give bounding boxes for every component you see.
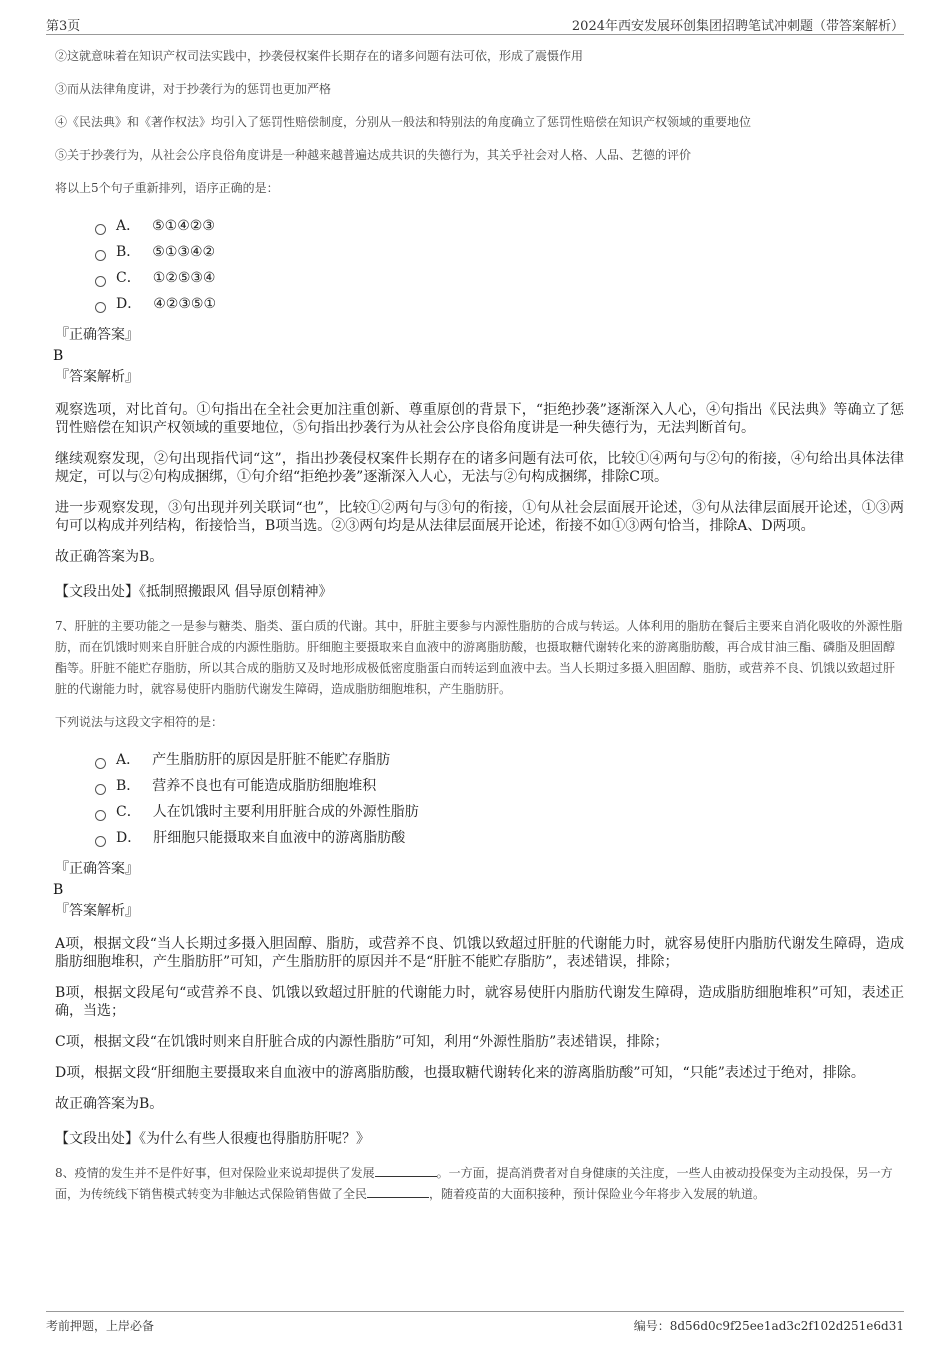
- q7-option-b[interactable]: [95, 773, 904, 799]
- document-id: 编号：8d56d0c9f25ee1ad3c2f102d251e6d31: [633, 1319, 904, 1333]
- q6-option-d[interactable]: [95, 291, 904, 317]
- q7-analysis-paragraph: C项，根据文段“在饥饿时则来自肝脏合成的内源性脂肪”可知，利用“外源性脂肪”表述错误，排除；: [55, 1034, 669, 1050]
- q6-sentence-3: ③而从法律角度讲，对于抄袭行为的惩罚也更加严格: [55, 82, 332, 96]
- page-footer: [46, 1311, 904, 1336]
- option-letter: B．: [116, 244, 141, 260]
- option-letter: A．: [116, 218, 141, 234]
- q7-analysis-paragraph: B项，根据文段尾句“或营养不良、饥饿以致超过肝脏的代谢能力时，就容易使肝内脂肪代谢发生障碍，造成脂肪细胞堆积”可知，表述正确，当选；: [55, 985, 904, 1019]
- radio-button[interactable]: [95, 250, 106, 261]
- q6-option-a[interactable]: [95, 213, 904, 239]
- option-text: 营养不良也有可能造成脂肪细胞堆积: [152, 778, 377, 794]
- radio-button[interactable]: [95, 224, 106, 235]
- footer-slogan: 考前押题，上岸必备: [46, 1319, 155, 1333]
- q8-blank-2[interactable]: [367, 1187, 429, 1198]
- option-letter: C．: [116, 804, 141, 820]
- radio-button[interactable]: [95, 276, 106, 287]
- q6-sentence-4: ④《民法典》和《著作权法》均引入了惩罚性赔偿制度，分别从一般法和特别法的角度确立了惩罚性赔偿在知识产权领域的重要地位: [55, 115, 752, 129]
- option-letter: D．: [116, 830, 142, 846]
- q7-analysis-paragraph: D项，根据文段“肝细胞主要摄取来自血液中的游离脂肪酸，也摄取糖代谢转化来的游离脂肪酸”可知，“只能”表述过于绝对，排除。: [55, 1065, 865, 1081]
- option-text: 肝细胞只能摄取来自血液中的游离脂肪酸: [153, 830, 406, 846]
- q7-option-d[interactable]: [95, 825, 904, 851]
- option-letter: A．: [116, 752, 141, 768]
- q7-options: [95, 747, 904, 851]
- q6-analysis-label: 『答案解析』: [55, 369, 139, 385]
- q6-sentence-2: ②这就意味着在知识产权司法实践中，抄袭侵权案件长期存在的诸多问题有法可依，形成了震慑作用: [55, 49, 584, 63]
- q6-option-b[interactable]: [95, 239, 904, 265]
- page-header: [46, 12, 904, 35]
- option-text: ④②③⑤①: [153, 296, 216, 312]
- option-text: 产生脂肪肝的原因是肝脏不能贮存脂肪: [152, 752, 391, 768]
- q8-blank-1[interactable]: [375, 1166, 437, 1177]
- radio-button[interactable]: [95, 758, 106, 769]
- document-title: 2024年西安发展环创集团招聘笔试冲刺题（带答案解析）: [571, 19, 904, 34]
- q6-options: [95, 213, 904, 317]
- q6-analysis-paragraph: 观察选项，对比首句。①句指出在全社会更加注重创新、尊重原创的背景下，“拒绝抄袭”逐渐深入人心，④句指出《民法典》等确立了惩罚性赔偿在知识产权领域的重要地位，⑤句指出抄袭行为从社会公序良俗角度讲是一种失德行为，无法判断首句。: [55, 402, 904, 436]
- option-letter: C．: [116, 270, 141, 286]
- q8-stem-part-1: 8、疫情的发生并不是件好事，但对保险业来说却提供了发展: [55, 1166, 375, 1180]
- option-letter: D．: [116, 296, 142, 312]
- q6-answer: B: [53, 348, 64, 364]
- q8-stem-part-3: ，随着疫苗的大面积接种，预计保险业今年将步入发展的轨道。: [429, 1187, 766, 1201]
- option-text: ⑤①③④②: [152, 244, 216, 260]
- option-text: 人在饥饿时主要利用肝脏合成的外源性脂肪: [152, 804, 419, 820]
- radio-button[interactable]: [95, 784, 106, 795]
- option-text: ⑤①④②③: [152, 218, 215, 234]
- q7-option-c[interactable]: [95, 799, 904, 825]
- option-letter: B．: [116, 778, 141, 794]
- radio-button[interactable]: [95, 810, 106, 821]
- q7-stem: 7、肝脏的主要功能之一是参与糖类、脂类、蛋白质的代谢。其中，肝脏主要参与内源性脂肪的合成与转运。人体利用的脂肪在餐后主要来自消化吸收的外源性脂肪，而在饥饿时则来自肝脏合成的内源性脂肪。肝细胞主要摄取来自血液中的游离脂肪酸，也摄取糖代谢转化来的游离脂肪酸，再合成甘油三酯、磷脂及胆固醇酯等。肝脏不能贮存脂肪，所以其合成的脂肪又及时地形成极低密度脂蛋白而转运到血液中去。当人长期过多摄入胆固醇、脂肪，或营养不良、饥饿以致超过肝脏的代谢能力时，就容易使肝内脂肪代谢发生障碍，造成脂肪细胞堆积，产生脂肪肝。: [55, 619, 903, 696]
- q7-prompt: 下列说法与这段文字相符的是：: [55, 715, 224, 729]
- q7-source: 【文段出处】《为什么有些人很瘦也得脂肪肝呢？》: [55, 1131, 370, 1147]
- q6-analysis-paragraph: 进一步观察发现，③句出现并列关联词“也”，比较①②两句与③句的衔接，①句从社会层面展开论述，③句从法律层面展开论述，①③两句可以构成并列结构，衔接恰当，B项当选。②③两句均是从法律层面展开论述，衔接不如①③两句恰当，排除A、D两项。: [55, 500, 904, 534]
- q7-option-a[interactable]: [95, 747, 904, 773]
- page-content: [55, 46, 904, 1217]
- option-text: ①②⑤③④: [152, 270, 216, 286]
- q6-analysis-paragraph: 继续观察发现，②句出现指代词“这”，指出抄袭侵权案件长期存在的诸多问题有法可依，比较①④两句与②句的衔接，④句给出具体法律规定，可以与②句构成捆绑，①句介绍“拒绝抄袭”逐渐深入人心，无法与②句构成捆绑，排除C项。: [55, 451, 904, 485]
- q7-analysis-label: 『答案解析』: [55, 903, 139, 919]
- radio-button[interactable]: [95, 836, 106, 847]
- q7-analysis-conclusion: 故正确答案为B。: [55, 1096, 164, 1112]
- q8-stem-part-2: 。一方面，提高消费者对自身健康的关注度，一些人由被动投保变为主动投保，另一方面，为传统线下销售模式转变为非触达式保险销售做了全民: [55, 1166, 893, 1201]
- q6-analysis-conclusion: 故正确答案为B。: [55, 549, 164, 565]
- q7-analysis-paragraph: A项，根据文段“当人长期过多摄入胆固醇、脂肪，或营养不良、饥饿以致超过肝脏的代谢能力时，就容易使肝内脂肪代谢发生障碍，造成脂肪细胞堆积，产生脂肪肝”可知，产生脂肪肝的原因并不是“肝脏不能贮存脂肪”，表述错误，排除；: [55, 936, 904, 970]
- q6-source: 【文段出处】《抵制照搬跟风 倡导原创精神》: [55, 584, 333, 600]
- q6-prompt: 将以上5个句子重新排列，语序正确的是：: [55, 181, 279, 195]
- q6-option-c[interactable]: [95, 265, 904, 291]
- radio-button[interactable]: [95, 302, 106, 313]
- q7-answer-label: 『正确答案』: [55, 861, 139, 877]
- q7-answer: B: [53, 882, 64, 898]
- q8-stem: [55, 1163, 904, 1205]
- q6-answer-label: 『正确答案』: [55, 327, 139, 343]
- page-number: 第3页: [46, 19, 81, 34]
- q6-sentence-5: ⑤关于抄袭行为，从社会公序良俗角度讲是一种越来越普遍达成共识的失德行为，其关乎社会对人格、人品、艺德的评价: [55, 148, 692, 162]
